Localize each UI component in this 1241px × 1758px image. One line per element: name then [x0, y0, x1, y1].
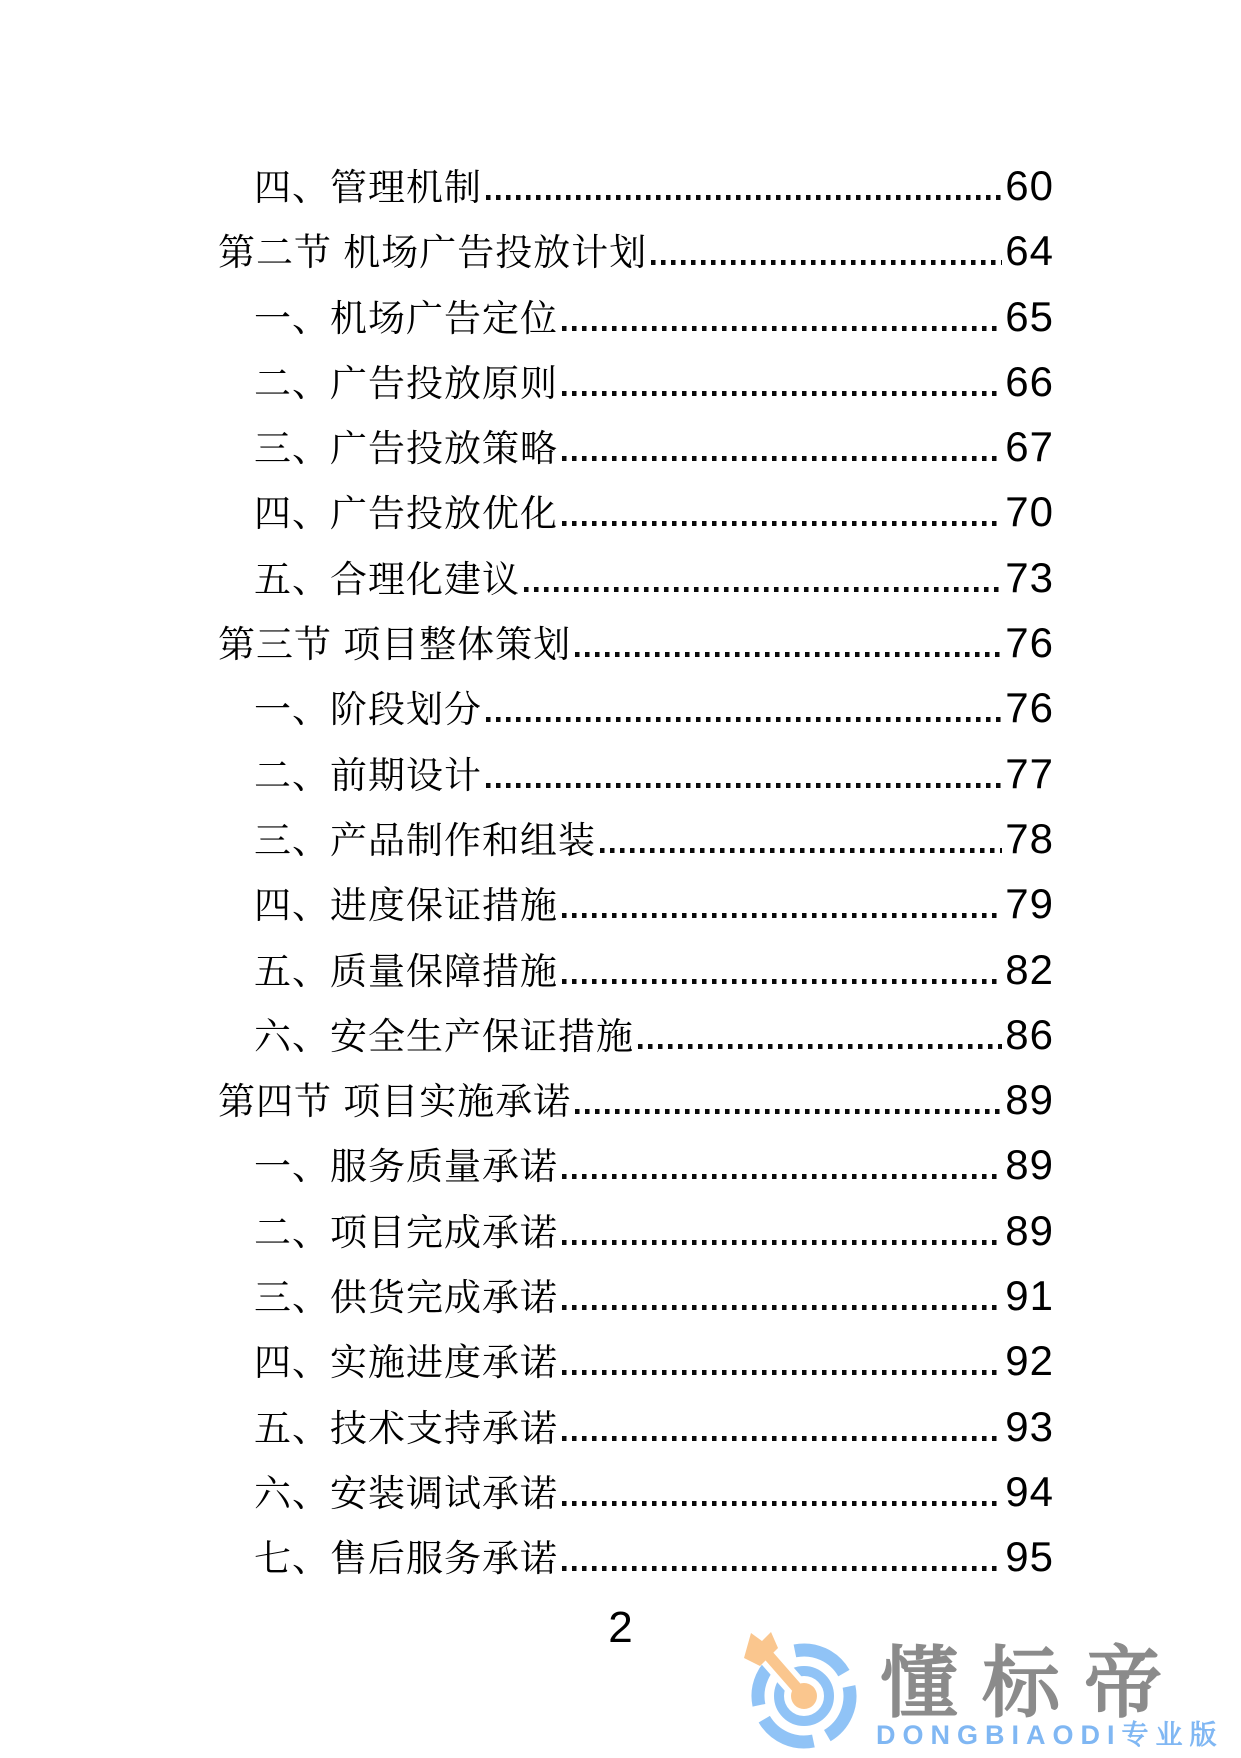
toc-entry-page: 95: [1005, 1533, 1054, 1581]
toc-entry: [218, 1002, 1054, 1067]
dotted-leader: [562, 1497, 1002, 1506]
page-number: 2: [608, 1603, 633, 1652]
toc-entry-label: 三、广告投放策略: [254, 428, 558, 470]
toc-entry: [218, 937, 1054, 1002]
toc-entry-page: 92: [1005, 1337, 1054, 1385]
dotted-leader: [575, 648, 1002, 657]
toc-entry-label: 四、广告投放优化: [254, 493, 558, 535]
toc-entry-label: 第四节 项目实施承诺: [218, 1081, 572, 1123]
toc-entry: [218, 675, 1054, 740]
dotted-leader: [575, 1105, 1002, 1114]
dotted-leader: [651, 256, 1002, 265]
dotted-leader: [486, 713, 1002, 722]
toc-entry-page: 60: [1005, 162, 1054, 209]
dotted-leader: [562, 1366, 1002, 1375]
dotted-leader: [562, 1170, 1002, 1179]
dotted-leader: [486, 191, 1002, 200]
toc-entry: [218, 610, 1054, 675]
toc-entry-label: 一、机场广告定位: [254, 297, 558, 339]
toc-entry-page: 76: [1005, 619, 1054, 667]
toc-entry: [218, 1067, 1054, 1132]
dotted-leader: [638, 1040, 1002, 1049]
toc-entry: [218, 871, 1054, 936]
dotted-leader: [562, 452, 1002, 461]
toc-entry-page: 66: [1005, 357, 1054, 405]
dotted-leader: [486, 779, 1002, 788]
toc-entry-page: 93: [1005, 1402, 1054, 1450]
toc-entry-label: 三、产品制作和组装: [254, 819, 596, 861]
toc-entry-page: 78: [1005, 814, 1054, 862]
toc-entry: [218, 349, 1054, 414]
toc-entry: [218, 1394, 1054, 1459]
dongbiaodi-watermark: [738, 1628, 1241, 1754]
toc-entry-label: 五、技术支持承诺: [254, 1407, 558, 1449]
toc-entry: [218, 1328, 1054, 1393]
toc-entry-page: 65: [1005, 292, 1054, 340]
toc-entry-page: 94: [1005, 1467, 1054, 1515]
toc-entry: [218, 218, 1054, 283]
toc-entry: [218, 479, 1054, 544]
toc-entry-label: 四、实施进度承诺: [254, 1342, 558, 1384]
toc-entry: [218, 284, 1054, 349]
toc-entry-label: 一、服务质量承诺: [254, 1146, 558, 1188]
toc-entry-label: 六、安装调试承诺: [254, 1472, 558, 1514]
toc-entry: [218, 414, 1054, 479]
toc-entry-page: 73: [1005, 553, 1054, 601]
toc-entry-label: 六、安全生产保证措施: [254, 1015, 634, 1057]
toc-entry-page: 64: [1005, 227, 1054, 275]
toc-entry-label: 四、进度保证措施: [254, 885, 558, 927]
toc-entry: [218, 1459, 1054, 1524]
toc-entry: [218, 741, 1054, 806]
dotted-leader: [562, 909, 1002, 918]
toc-entry-label: 七、售后服务承诺: [254, 1538, 558, 1580]
toc-entry: [218, 1524, 1054, 1589]
toc-entry-page: 89: [1005, 1206, 1054, 1254]
dotted-leader: [562, 517, 1002, 526]
dotted-leader: [562, 1432, 1002, 1441]
toc-entry-label: 五、质量保障措施: [254, 950, 558, 992]
toc-entry-label: 二、项目完成承诺: [254, 1211, 558, 1253]
toc-entry-label: 四、管理机制: [254, 167, 482, 208]
toc-entry-page: 82: [1005, 945, 1054, 993]
toc-entry-page: 91: [1005, 1272, 1054, 1320]
toc-entry: [218, 1263, 1054, 1328]
toc-entry-page: 70: [1005, 488, 1054, 536]
dotted-leader: [562, 1301, 1002, 1310]
watermark-brand-text: 懂标帝: [880, 1639, 1187, 1727]
dotted-leader: [562, 387, 1002, 396]
dotted-leader: [562, 1562, 1002, 1571]
toc-entry-label: 三、供货完成承诺: [254, 1277, 558, 1319]
dotted-leader: [562, 1236, 1002, 1245]
toc-entry-page: 86: [1005, 1010, 1054, 1058]
target-arrow-icon: [738, 1628, 868, 1758]
toc-entry-label: 五、合理化建议: [254, 558, 520, 600]
dotted-leader: [562, 975, 1002, 984]
toc-entry-page: 89: [1005, 1141, 1054, 1189]
table-of-contents: [218, 153, 1054, 1590]
dotted-leader: [562, 322, 1002, 331]
dotted-leader: [600, 844, 1002, 853]
watermark-subtitle-text: DONGBIAODI专业版: [876, 1720, 1224, 1750]
dotted-leader: [524, 583, 1002, 592]
toc-entry-page: 76: [1005, 684, 1054, 732]
toc-entry-label: 第二节 机场广告投放计划: [218, 232, 648, 274]
toc-entry-label: 第三节 项目整体策划: [218, 624, 572, 666]
toc-entry-page: 77: [1005, 749, 1054, 797]
toc-entry-page: 79: [1005, 880, 1054, 928]
toc-entry: [218, 1132, 1054, 1197]
toc-entry-page: 67: [1005, 423, 1054, 471]
toc-entry-label: 二、前期设计: [254, 754, 482, 796]
toc-entry: [218, 153, 1054, 218]
toc-entry-label: 一、阶段划分: [254, 689, 482, 731]
toc-entry-label: 二、广告投放原则: [254, 362, 558, 404]
toc-entry: [218, 1198, 1054, 1263]
toc-entry-page: 89: [1005, 1076, 1054, 1124]
toc-entry: [218, 545, 1054, 610]
toc-entry: [218, 806, 1054, 871]
